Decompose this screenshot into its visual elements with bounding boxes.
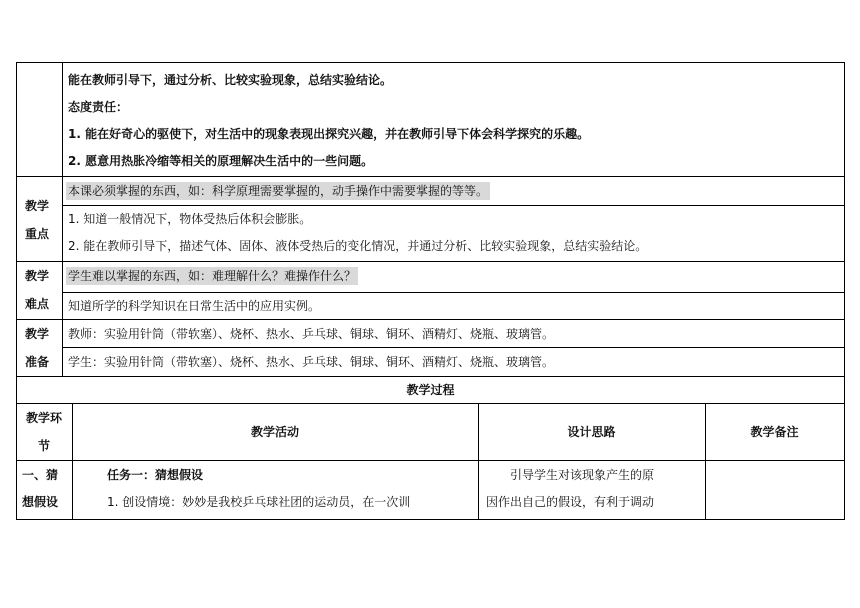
process-column-divider — [478, 403, 479, 520]
difficulties-label: 教学 — [25, 269, 50, 283]
stage-name: 一、猜 — [22, 468, 59, 482]
label-column-divider — [62, 62, 63, 376]
key-points-label: 教学 — [25, 199, 50, 213]
difficulty-text: 知道所学的科学知识在日常生活中的应用实例。 — [68, 299, 321, 313]
process-border-bottom — [16, 519, 845, 520]
stage-header: 教学环 — [25, 411, 62, 425]
row-divider — [16, 319, 845, 320]
student-materials: 学生：实验用针筒（带软塞）、烧杯、热水、乒乓球、铜球、铜环、酒精灯、烧瓶、玻璃管。 — [68, 355, 555, 369]
row-divider — [16, 176, 845, 177]
key-point-item: 2. 能在教师引导下，描述气体、固体、液体受热后的变化情况，并通过分析、比较实验现象，总结实验结论。 — [68, 239, 648, 253]
task-title: 任务一：猜想假设 — [107, 468, 204, 482]
table-border-top — [16, 62, 845, 63]
row-divider — [16, 261, 845, 262]
process-column-divider — [72, 403, 73, 520]
notes-header: 教学备注 — [750, 425, 799, 439]
objective-item: 2. 愿意用热胀冷缩等相关的原理解决生活中的一些问题。 — [68, 154, 374, 168]
difficulties-label: 难点 — [25, 297, 50, 311]
key-points-hint: 本课必须掌握的东西，如：科学原理需要掌握的，动手操作中需要掌握的等等。 — [68, 184, 489, 198]
design-text: 因作出自己的假设，有利于调动 — [486, 495, 655, 509]
table-border-right — [844, 62, 845, 376]
row-divider — [62, 347, 845, 348]
design-header: 设计思路 — [567, 425, 616, 439]
row-divider — [16, 376, 845, 377]
preparation-label: 教学 — [25, 327, 50, 341]
process-header-divider — [16, 460, 845, 461]
key-points-label: 重点 — [25, 227, 50, 241]
preparation-label: 准备 — [25, 355, 50, 369]
design-text: 引导学生对该现象产生的原 — [510, 468, 655, 482]
key-point-item: 1. 知道一般情况下，物体受热后体积会膨胀。 — [68, 212, 312, 226]
process-column-divider — [705, 403, 706, 520]
stage-name: 想假设 — [22, 495, 59, 509]
process-title-divider — [16, 403, 845, 404]
objective-line: 能在教师引导下，通过分析、比较实验现象，总结实验结论。 — [68, 73, 393, 87]
process-title: 教学过程 — [406, 383, 455, 397]
difficulties-hint: 学生难以掌握的东西，如：难理解什么？难操作什么？ — [68, 269, 357, 283]
row-divider — [62, 292, 845, 293]
row-divider — [62, 205, 845, 206]
table-border-left — [16, 62, 17, 376]
objective-item: 1. 能在好奇心的驱使下，对生活中的现象表现出探究兴趣，并在教师引导下体会科学探究的乐趣。 — [68, 127, 590, 141]
stage-header: 节 — [37, 439, 50, 453]
activity-text: 1. 创设情境：妙妙是我校乒乓球社团的运动员，在一次训 — [107, 495, 411, 509]
teacher-materials: 教师：实验用针筒（带软塞）、烧杯、热水、乒乓球、铜球、铜环、酒精灯、烧瓶、玻璃管。 — [68, 327, 555, 341]
activity-header: 教学活动 — [250, 425, 299, 439]
attitude-heading: 态度责任： — [68, 100, 129, 114]
